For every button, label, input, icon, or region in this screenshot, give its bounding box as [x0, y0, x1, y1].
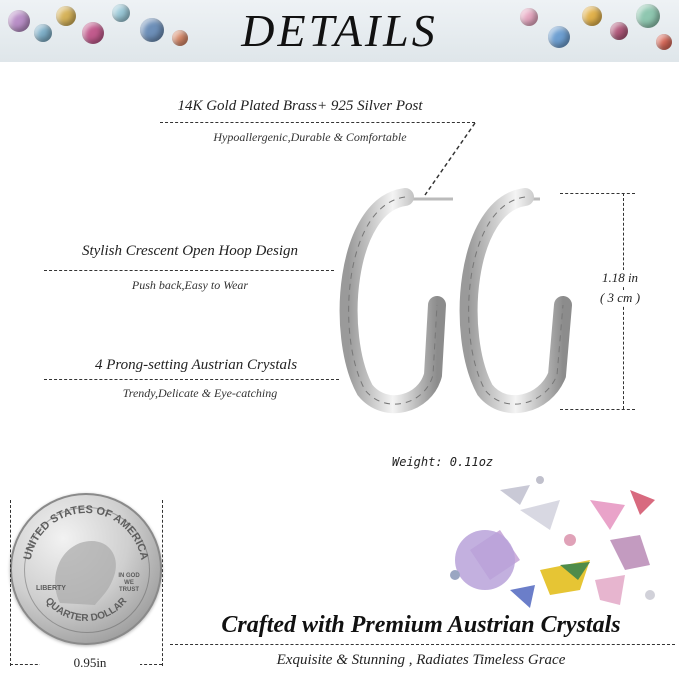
callout-design-sub — [50, 278, 330, 293]
footer-title: Crafted with Premium Austrian Crystals — [221, 612, 621, 638]
callout-material — [150, 98, 450, 115]
page-title: DETAILS — [241, 5, 438, 56]
coin-liberty: LIBERTY — [36, 585, 66, 592]
callout-design-title: Stylish Crescent Open Hoop Design — [81, 243, 299, 259]
crystals-image — [440, 470, 670, 615]
coin-bottom-text: QUARTER DOLLAR — [42, 595, 130, 625]
callout-material-sub — [160, 130, 460, 145]
left-hoop — [349, 197, 453, 404]
callout-design — [40, 243, 340, 260]
right-hoop — [469, 197, 563, 404]
quarter-coin-image — [10, 493, 162, 645]
footer-subtitle: Exquisite & Stunning , Radiates Timeless Grace — [276, 652, 566, 668]
callout-material-title: 14K Gold Plated Brass+ 925 Silver Post — [177, 98, 423, 114]
coin-text — [10, 493, 162, 645]
footer-line — [170, 644, 675, 645]
header-banner — [0, 0, 679, 62]
dimension-inches: 1.18 in — [585, 270, 655, 286]
coin-top-text: UNITED STATES OF AMERICA — [21, 503, 151, 562]
callout-crystals-sub — [60, 386, 340, 401]
coin-motto: IN GOD WE TRUST — [118, 573, 140, 593]
coin-dim-right — [162, 500, 163, 666]
callout-material-subtitle: Hypoallergenic,Durable & Comfortable — [213, 130, 407, 144]
callout-design-subtitle: Push back,Easy to Wear — [131, 278, 249, 292]
callout-crystals-line — [44, 379, 339, 380]
coin-dim-left — [10, 500, 11, 666]
earrings-image — [325, 185, 585, 415]
dimension-cm: ( 3 cm ) — [585, 290, 655, 306]
callout-crystals-title: 4 Prong-setting Austrian Crystals — [94, 357, 298, 373]
callout-crystals-subtitle: Trendy,Delicate & Eye-catching — [122, 386, 278, 400]
dimension-bottom-tick — [560, 409, 635, 410]
coin-diameter: 0.95in — [40, 655, 140, 671]
weight-label: Weight: 0.11oz — [392, 455, 494, 469]
callout-crystals — [46, 357, 346, 374]
callout-design-line — [44, 270, 334, 271]
